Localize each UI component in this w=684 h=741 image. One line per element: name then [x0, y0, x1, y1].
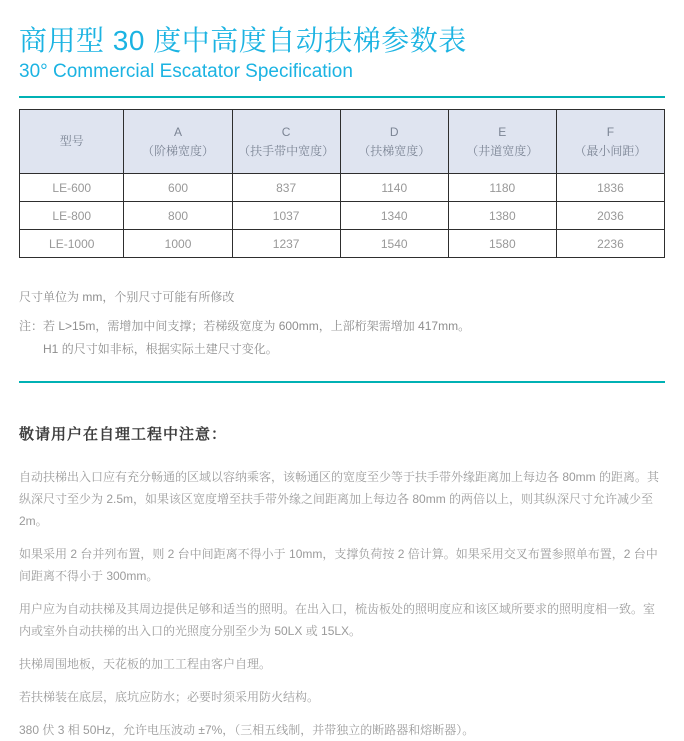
table-row — [20, 174, 665, 202]
top-divider — [19, 96, 665, 98]
remark-label: 注： — [19, 319, 44, 333]
header-cell-e — [448, 110, 556, 174]
value-cell: 800 — [124, 202, 232, 230]
column-code: D — [389, 124, 399, 139]
value-cell: 1580 — [448, 230, 556, 258]
spec-table — [19, 109, 665, 258]
remark-line-2: H1 的尺寸如非标，根据实际土建尺寸变化。 — [43, 342, 278, 356]
value-cell: 1380 — [448, 202, 556, 230]
value-cell: 1000 — [124, 230, 232, 258]
unit-note: 尺寸单位为 mm，个别尺寸可能有所修改 — [19, 290, 235, 304]
column-desc: （井道宽度） — [466, 143, 539, 158]
column-code: E — [498, 124, 507, 139]
value-cell: 1140 — [340, 174, 448, 202]
attention-heading: 敬请用户在自理工程中注意： — [19, 426, 228, 443]
model-cell: LE-1000 — [20, 230, 124, 258]
column-title: 型号 — [59, 134, 84, 148]
attention-paragraph: 用户应为自动扶梯及其周边提供足够和适当的照明。在出入口，梳齿板处的照明度应和该区域所要求的照明度相一致。室内或室外自动扶梯的出入口的光照度分别至少为 50LX 或 15LX。 — [19, 602, 656, 638]
column-code: A — [174, 124, 183, 139]
notes-section — [19, 288, 665, 361]
value-cell: 1340 — [340, 202, 448, 230]
model-cell: LE-800 — [20, 202, 124, 230]
column-desc: （扶手带中宽度） — [238, 143, 335, 158]
value-cell: 1237 — [232, 230, 340, 258]
header-cell-a — [124, 110, 232, 174]
header-cell-model — [20, 110, 124, 174]
header-cell-d — [340, 110, 448, 174]
remark-body — [43, 315, 665, 361]
value-cell: 2036 — [556, 202, 664, 230]
attention-paragraphs — [19, 466, 665, 741]
table-row — [20, 230, 665, 258]
page-subtitle: 30° Commercial Escatator Specification — [19, 61, 353, 82]
attention-paragraph: 扶梯周围地板，天花板的加工工程由客户自理。 — [19, 657, 272, 671]
column-desc: （阶梯宽度） — [142, 143, 215, 158]
page-title: 商用型 30 度中高度自动扶梯参数表 — [19, 25, 467, 56]
value-cell: 1037 — [232, 202, 340, 230]
attention-paragraph: 自动扶梯出入口应有充分畅通的区域以容纳乘客，该畅通区的宽度至少等于扶手带外缘距离加上每边各 80mm 的距离。其纵深尺寸至少为 2.5m，如果该区宽度增至扶手带外缘之间距离加上每边各 80mm 的两倍以上，则其纵深尺寸允许减少至 2m。 — [19, 470, 660, 528]
middle-divider — [19, 381, 665, 383]
value-cell: 1180 — [448, 174, 556, 202]
value-cell: 1836 — [556, 174, 664, 202]
header-cell-c — [232, 110, 340, 174]
value-cell: 2236 — [556, 230, 664, 258]
model-cell: LE-600 — [20, 174, 124, 202]
column-code: F — [606, 124, 615, 139]
table-header-row — [20, 110, 665, 174]
table-row — [20, 202, 665, 230]
remark-note — [19, 315, 665, 361]
column-code: C — [281, 124, 291, 139]
value-cell: 837 — [232, 174, 340, 202]
header-cell-f — [556, 110, 664, 174]
value-cell: 1540 — [340, 230, 448, 258]
column-desc: （最小间距） — [574, 143, 647, 158]
attention-paragraph: 若扶梯装在底层，底坑应防水；必要时须采用防火结构。 — [19, 690, 320, 704]
remark-line-1: 若 L>15m，需增加中间支撑；若梯级宽度为 600mm，上部桁架需增加 417mm。 — [43, 319, 471, 333]
column-desc: （扶梯宽度） — [358, 143, 431, 158]
value-cell: 600 — [124, 174, 232, 202]
attention-paragraph: 380 伏 3 相 50Hz，允许电压波动 ±7%，（三相五线制，并带独立的断路器和熔断器）。 — [19, 723, 475, 737]
attention-paragraph: 如果采用 2 台并列布置，则 2 台中间距离不得小于 10mm，支撑负荷按 2 倍计算。如果采用交叉布置参照单布置，2 台中间距离不得小于 300mm。 — [19, 547, 658, 583]
